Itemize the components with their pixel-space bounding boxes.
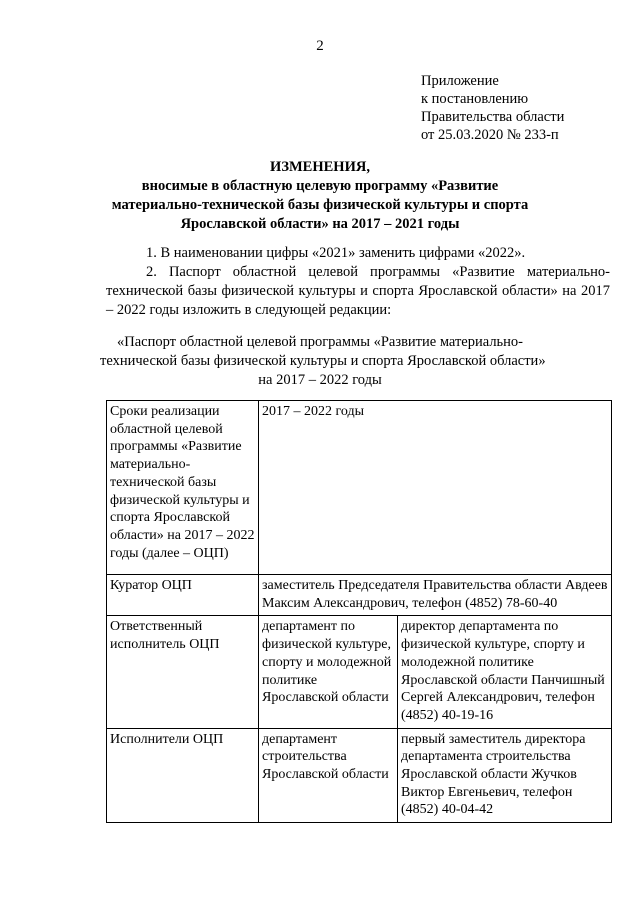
row-label: Куратор ОЦП [107, 575, 259, 616]
table-row [107, 575, 612, 616]
passport-title-line: «Паспорт областной целевой программы «Развитие материально- [117, 334, 523, 350]
document-title [100, 158, 540, 234]
passport-title [100, 333, 546, 390]
title-line: вносимые в областную целевую программу «Развитие [141, 178, 499, 194]
passport-title-line: на 2017 – 2022 годы [258, 372, 382, 388]
row-person: первый заместитель директора департамента строительства Ярославской области Жучков Виктор Евгеньевич, телефон (4852) 40-04-42 [398, 728, 612, 823]
appendix-date-line: от 25.03.2020 № 233-п [421, 127, 559, 143]
title-line: материально-технической базы физической культуры и спорта [111, 197, 529, 213]
row-value: 2017 – 2022 годы [259, 401, 612, 575]
change-items [106, 244, 610, 320]
title-line: ИЗМЕНЕНИЯ, [270, 159, 370, 175]
title-line: Ярославской области» на 2017 – 2021 годы [180, 216, 460, 232]
appendix-line: Приложение [421, 73, 499, 89]
row-label: Исполнители ОЦП [107, 728, 259, 823]
row-department: департамент строительства Ярославской области [259, 728, 398, 823]
row-label: Ответственный исполнитель ОЦП [107, 616, 259, 728]
passport-title-line: технической базы физической культуры и спорта Ярославской области» [100, 353, 546, 369]
appendix-line: Правительства области [421, 109, 565, 125]
row-person: директор департамента по физической культуре, спорту и молодежной политике Ярославской области Панчишный Сергей Александрович, телефон (4852) 40-19-16 [398, 616, 612, 728]
change-item-2: 2. Паспорт областной целевой программы «Развитие материально-технической базы физической культуры и спорта Ярославской области» на 2017 – 2022 годы изложить в следующей редакции: [106, 264, 610, 318]
row-department: департамент по физической культуре, спорту и молодежной политике Ярославской области [259, 616, 398, 728]
table-row [107, 616, 612, 728]
change-item-1: 1. В наименовании цифры «2021» заменить цифрами «2022». [146, 245, 526, 261]
appendix-note [421, 72, 564, 144]
appendix-line: к постановлению [421, 91, 529, 107]
row-value: заместитель Председателя Правительства области Авдеев Максим Александрович, телефон (4852) 78-60-40 [259, 575, 612, 616]
passport-table [106, 400, 612, 823]
table-row [107, 728, 612, 823]
page-number: 2 [316, 38, 324, 54]
row-label: Сроки реализации областной целевой программы «Развитие материально-технической базы физической культуры и спорта Ярославской области» на 2017 – 2022 годы (далее – ОЦП) [107, 401, 259, 575]
table-row [107, 401, 612, 575]
